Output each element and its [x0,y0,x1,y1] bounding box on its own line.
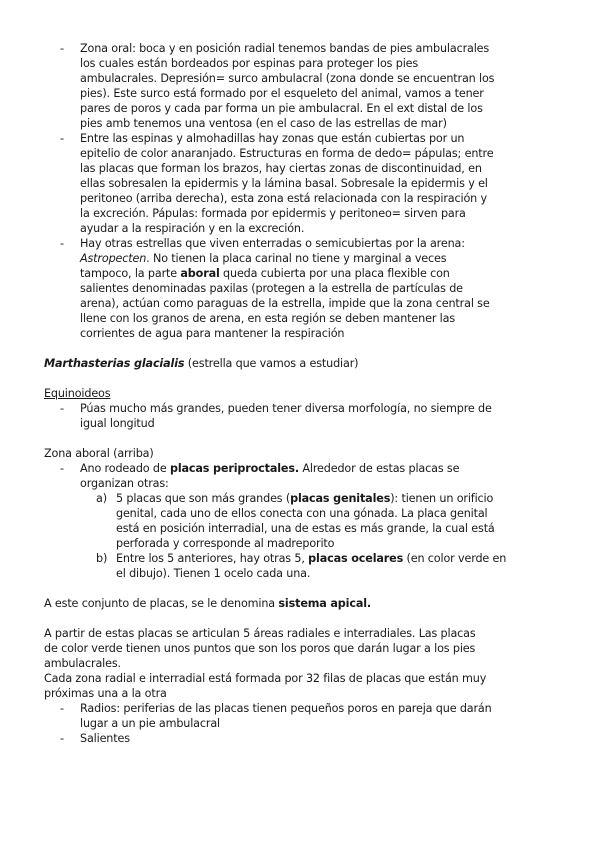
text-run: Astropecten [80,252,147,265]
text-line [80,116,560,131]
text-line [116,551,560,566]
text-line [80,101,560,116]
text-run: (en color verde en [403,552,507,565]
text-run: la excreción. Pápulas: formada por epidermis y peritoneo= sirven para [80,207,466,220]
spacer [44,581,560,596]
text-line [80,461,560,476]
text-line [116,521,560,536]
paragraph-areas [44,626,560,701]
bullet-dash-icon: - [60,732,64,745]
sublist-marker: b) [96,552,108,565]
text-line [80,191,560,206]
text-run: arena), actúan como paraguas de la estrella, impide que la zona central se [80,297,490,310]
sublist-aboral [44,491,560,581]
bullet-list-aboral [44,461,560,491]
text-line [80,146,560,161]
text-run: Entre las espinas y almohadillas hay zonas que están cubiertas por un [80,132,465,145]
text-run: el dibujo). Tienen 1 ocelo cada una. [116,567,311,580]
list-item [44,731,560,746]
text-run: sistema apical. [278,597,372,610]
text-run: ): tienen un orificio [390,492,494,505]
text-line [44,626,560,641]
text-line [116,566,560,581]
list-item [44,131,560,236]
list-item [44,461,560,491]
text-run: peritoneo (arriba derecha), esta zona está relacionada con la respiración y [80,192,487,205]
bullet-dash-icon: - [60,402,64,415]
text-line [80,296,560,311]
text-line [80,281,560,296]
text-line [116,536,560,551]
heading-zona-aboral: Zona aboral (arriba) [44,447,154,460]
text-run: 5 placas que son más grandes ( [116,492,291,505]
text-run: . No tienen la placa carinal no tiene y marginal a veces [146,252,447,265]
sublist-item [44,551,560,581]
spacer [44,431,560,446]
text-run: llene con los granos de arena, en esta región se deben mantener las [80,312,456,325]
text-run: salientes denominadas paxilas (protegen a la estrella de partículas de [80,282,463,295]
text-run: Hay otras estrellas que viven enterradas o semicubiertas por la arena: [80,237,465,250]
text-run: las placas que forman los brazos, hay ciertas zonas de discontinuidad, en [80,162,482,175]
text-line [80,56,560,71]
text-line [80,131,560,146]
text-run: Ano rodeado de [80,462,170,475]
bullet-dash-icon: - [60,132,64,145]
text-line [80,176,560,191]
text-line [116,506,560,521]
text-line [80,266,560,281]
species-line [44,356,560,371]
text-run: está en posición interradial, una de estas es más grande, la cual está [116,522,495,535]
text-run: Radios: periferias de las placas tienen pequeños poros en pareja que darán [80,702,492,715]
text-run: genital, cada uno de ellos conecta con una gónada. La placa genital [116,507,488,520]
text-run: ayudar a la respiración y en la excreción. [80,222,305,235]
text-line [80,71,560,86]
text-line [80,701,560,716]
list-item [44,401,560,431]
text-line [44,656,560,671]
text-run: A partir de estas placas se articulan 5 áreas radiales e interradiales. Las placas [44,627,476,640]
text-run: Salientes [80,732,130,745]
text-run: perforada y corresponde al madreporito [116,537,335,550]
spacer [44,371,560,386]
sublist-marker: a) [96,492,107,505]
text-run: pares de poros y cada par forma un pie ambulacral. En el ext distal de los [80,102,483,115]
apical-line [44,596,560,611]
list-item [44,701,560,731]
bullet-dash-icon: - [60,702,64,715]
text-run: Púas mucho más grandes, pueden tener diversa morfología, no siempre de [80,402,492,415]
bullet-list-oral [44,41,560,341]
list-item [44,41,560,131]
list-item [44,236,560,341]
text-run: pies amb tenemos una ventosa (en el caso de las estrellas de mar) [80,117,447,130]
text-line [80,221,560,236]
text-run: de color verde tienen unos puntos que son los poros que darán lugar a los pies [44,642,476,655]
text-line [80,41,560,56]
text-line [80,416,560,431]
text-run: Entre los 5 anteriores, hay otras 5, [116,552,309,565]
text-line [80,716,560,731]
text-run: lugar a un pie ambulacral [80,717,220,730]
text-run: organizan otras: [80,477,169,490]
text-line [44,686,560,701]
text-run: queda cubierta por una placa flexible con [219,267,450,280]
text-run: tampoco, la parte [80,267,181,280]
text-line [80,206,560,221]
text-line [44,671,560,686]
text-run: Cada zona radial e interradial está formada por 32 filas de placas que están muy [44,672,487,685]
text-run: A este conjunto de placas, se le denomina [44,597,279,610]
text-run: placas periproctales. [169,462,299,475]
text-run: Zona oral: boca y en posición radial tenemos bandas de pies ambulacrales [80,42,490,55]
text-line [80,401,560,416]
text-line [80,236,560,251]
text-run: pies). Este surco está formado por el esqueleto del animal, vamos a tener [80,87,484,100]
sublist-item [44,491,560,551]
text-run: placas genitales [290,492,391,505]
text-line [80,476,560,491]
text-run: los cuales están bordeados por espinas para proteger los pies [80,57,419,70]
text-run: ellas sobresalen la epidermis y la lámina basal. Sobresale la epidermis y el [80,177,488,190]
text-line [116,491,560,506]
bullet-list-equinoideos [44,401,560,431]
bullet-dash-icon: - [60,462,64,475]
text-run: aboral [180,267,220,280]
text-line [80,86,560,101]
bullet-dash-icon: - [60,42,64,55]
text-run: placas ocelares [308,552,404,565]
text-run: ambulacrales. Depresión= surco ambulacral (zona donde se encuentran los [80,72,495,85]
text-run: epitelio de color anaranjado. Estructuras en forma de dedo= pápulas; entre [80,147,494,160]
text-run: igual longitud [80,417,155,430]
text-run: próximas una a la otra [44,687,167,700]
text-run: ambulacrales. [44,657,121,670]
text-line [80,311,560,326]
text-run: Marthasterias glacialis [44,357,185,370]
text-line [80,251,560,266]
spacer [44,341,560,356]
bullet-list-final [44,701,560,746]
text-run: Alrededor de estas placas se [298,462,460,475]
text-run: (estrella que vamos a estudiar) [184,357,359,370]
text-line [80,731,560,746]
text-line [80,161,560,176]
spacer [44,611,560,626]
bullet-dash-icon: - [60,237,64,250]
document-body [44,41,560,746]
text-run: corrientes de agua para mantener la respiración [80,327,345,340]
text-line [44,641,560,656]
text-line [80,326,560,341]
heading-equinoideos: Equinoideos [44,387,111,400]
